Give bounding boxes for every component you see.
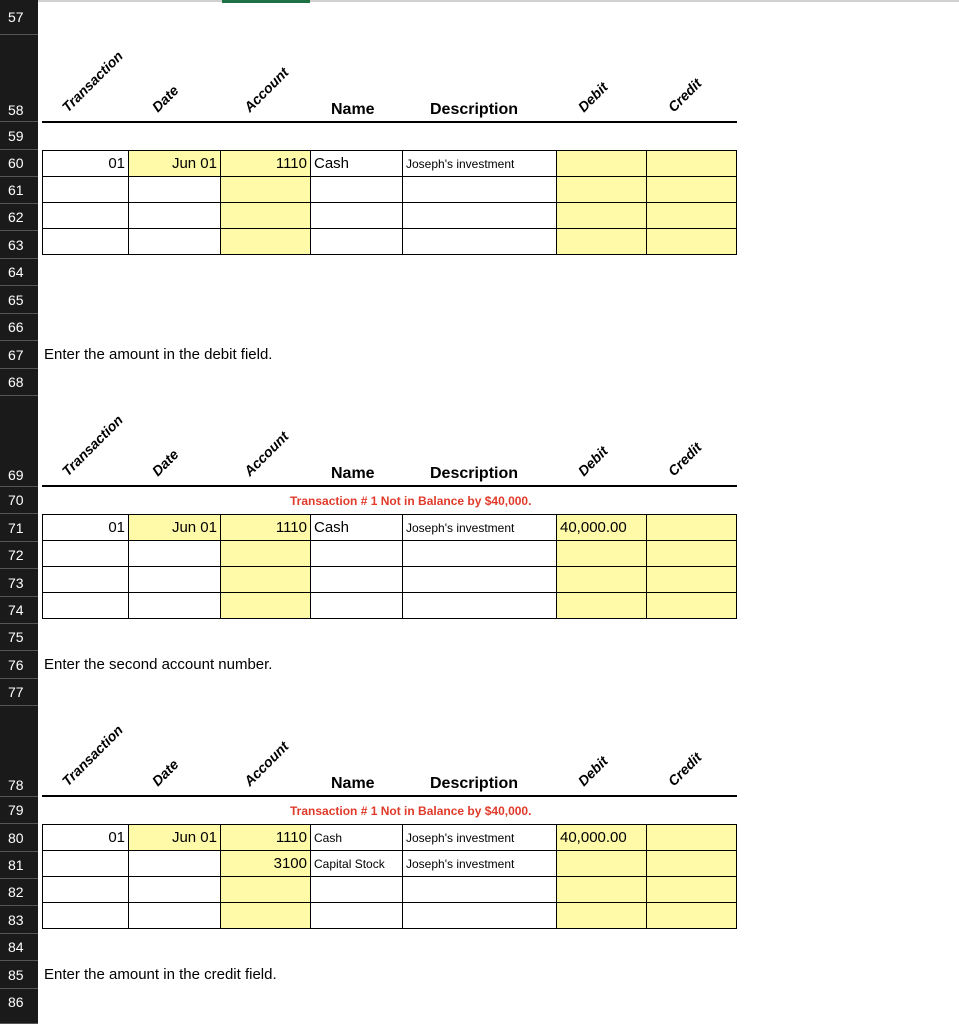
account-cell[interactable] [221, 567, 311, 593]
date-cell[interactable] [129, 851, 221, 877]
transaction-cell[interactable] [43, 177, 129, 203]
credit-cell[interactable] [647, 229, 737, 255]
credit-cell[interactable] [647, 203, 737, 229]
account-cell[interactable]: 1110 [221, 825, 311, 851]
account-cell[interactable] [221, 203, 311, 229]
row-number[interactable]: 65 [0, 286, 38, 314]
table-row [43, 177, 737, 203]
row-number-column [0, 0, 38, 1024]
header-account: Account [240, 428, 292, 479]
header-debit: Debit [574, 442, 611, 479]
date-cell[interactable]: Jun 01 [129, 151, 221, 177]
description-cell[interactable] [403, 203, 557, 229]
transaction-cell[interactable]: 01 [43, 515, 129, 541]
header-underline [42, 485, 737, 487]
row-number[interactable]: 64 [0, 259, 38, 286]
table-row [43, 825, 737, 851]
date-cell[interactable] [129, 903, 221, 929]
header-description: Description [430, 465, 519, 482]
header-debit: Debit [574, 752, 611, 789]
header-underline [42, 121, 737, 123]
table-row [43, 515, 737, 541]
instruction-credit: Enter the amount in the credit field. [44, 966, 277, 983]
header-debit: Debit [574, 78, 611, 115]
name-cell[interactable]: Cash [311, 825, 403, 851]
header-account: Account [240, 738, 292, 789]
transaction-cell[interactable] [43, 229, 129, 255]
row-number[interactable]: 72 [0, 542, 38, 569]
instruction-debit: Enter the amount in the debit field. [44, 346, 273, 363]
header-transaction: Transaction [58, 721, 126, 789]
row-number[interactable]: 66 [0, 314, 38, 341]
row-number[interactable]: 74 [0, 597, 38, 624]
header-date: Date [148, 756, 182, 789]
description-cell[interactable] [403, 229, 557, 255]
account-cell[interactable]: 1110 [221, 515, 311, 541]
header-credit: Credit [664, 75, 705, 115]
date-cell[interactable] [129, 203, 221, 229]
header-account: Account [240, 64, 292, 115]
debit-cell[interactable] [557, 229, 647, 255]
description-cell[interactable]: Joseph's investment [403, 151, 557, 177]
row-number[interactable]: 57 [0, 0, 38, 35]
description-cell[interactable]: Joseph's investment [403, 825, 557, 851]
row-number[interactable]: 70 [0, 487, 38, 514]
name-cell[interactable] [311, 877, 403, 903]
row-number[interactable]: 67 [0, 341, 38, 369]
date-cell[interactable]: Jun 01 [129, 515, 221, 541]
table-row [43, 567, 737, 593]
row-number[interactable]: 86 [0, 989, 38, 1024]
credit-cell[interactable] [647, 567, 737, 593]
table-row [43, 151, 737, 177]
name-cell[interactable] [311, 177, 403, 203]
balance-warning: Transaction # 1 Not in Balance by $40,000. [290, 494, 532, 508]
debit-cell[interactable] [557, 541, 647, 567]
table-row [43, 593, 737, 619]
name-cell[interactable]: Cash [311, 151, 403, 177]
name-cell[interactable]: Capital Stock [311, 851, 403, 877]
row-number[interactable]: 75 [0, 624, 38, 651]
debit-cell[interactable] [557, 903, 647, 929]
row-number[interactable]: 80 [0, 824, 38, 852]
transaction-cell[interactable] [43, 877, 129, 903]
credit-cell[interactable] [647, 593, 737, 619]
credit-cell[interactable] [647, 825, 737, 851]
description-cell[interactable]: Joseph's investment [403, 515, 557, 541]
row-number[interactable]: 79 [0, 797, 38, 824]
name-cell[interactable] [311, 593, 403, 619]
row-number[interactable]: 82 [0, 879, 38, 906]
debit-cell[interactable]: 40,000.00 [557, 825, 647, 851]
transaction-cell[interactable] [43, 593, 129, 619]
date-cell[interactable] [129, 877, 221, 903]
account-cell[interactable] [221, 903, 311, 929]
transaction-cell[interactable]: 01 [43, 151, 129, 177]
header-description: Description [430, 101, 519, 118]
row-number[interactable]: 68 [0, 369, 38, 396]
debit-cell[interactable] [557, 593, 647, 619]
balance-warning: Transaction # 1 Not in Balance by $40,000. [290, 804, 532, 818]
transaction-cell[interactable] [43, 851, 129, 877]
credit-cell[interactable] [647, 877, 737, 903]
transaction-cell[interactable] [43, 541, 129, 567]
debit-cell[interactable] [557, 203, 647, 229]
description-cell[interactable]: Joseph's investment [403, 851, 557, 877]
table-row [43, 229, 737, 255]
row-number[interactable]: 59 [0, 122, 38, 150]
credit-cell[interactable] [647, 903, 737, 929]
description-cell[interactable] [403, 877, 557, 903]
selected-column-indicator [222, 0, 310, 3]
date-cell[interactable] [129, 177, 221, 203]
row-number[interactable]: 83 [0, 906, 38, 934]
debit-cell[interactable] [557, 851, 647, 877]
account-cell[interactable] [221, 541, 311, 567]
account-cell[interactable] [221, 229, 311, 255]
name-cell[interactable] [311, 541, 403, 567]
row-number[interactable]: 84 [0, 934, 38, 961]
transaction-cell[interactable] [43, 567, 129, 593]
table-row [43, 877, 737, 903]
debit-cell[interactable] [557, 151, 647, 177]
journal-table-3 [42, 824, 737, 929]
date-cell[interactable] [129, 541, 221, 567]
credit-cell[interactable] [647, 151, 737, 177]
transaction-cell[interactable] [43, 203, 129, 229]
table-row [43, 851, 737, 877]
description-cell[interactable] [403, 567, 557, 593]
credit-cell[interactable] [647, 851, 737, 877]
row-number[interactable]: 62 [0, 204, 38, 231]
date-cell[interactable] [129, 567, 221, 593]
debit-cell[interactable] [557, 567, 647, 593]
table-row [43, 903, 737, 929]
debit-cell[interactable]: 40,000.00 [557, 515, 647, 541]
name-cell[interactable] [311, 229, 403, 255]
row-number[interactable]: 71 [0, 514, 38, 542]
header-description: Description [430, 775, 519, 792]
header-date: Date [148, 446, 182, 479]
row-number[interactable]: 77 [0, 679, 38, 706]
date-cell[interactable]: Jun 01 [129, 825, 221, 851]
account-cell[interactable] [221, 593, 311, 619]
header-name: Name [331, 775, 375, 792]
debit-cell[interactable] [557, 877, 647, 903]
debit-cell[interactable] [557, 177, 647, 203]
table-row [43, 203, 737, 229]
table-row [43, 541, 737, 567]
description-cell[interactable] [403, 177, 557, 203]
credit-cell[interactable] [647, 541, 737, 567]
row-number[interactable]: 81 [0, 852, 38, 879]
date-cell[interactable] [129, 229, 221, 255]
row-number[interactable]: 69 [0, 396, 38, 487]
journal-table-1 [42, 150, 737, 255]
account-cell[interactable]: 1110 [221, 151, 311, 177]
header-transaction: Transaction [58, 47, 126, 116]
row-number[interactable]: 78 [0, 706, 38, 797]
credit-cell[interactable] [647, 177, 737, 203]
account-cell[interactable] [221, 177, 311, 203]
description-cell[interactable] [403, 903, 557, 929]
header-transaction: Transaction [58, 411, 126, 479]
description-cell[interactable] [403, 593, 557, 619]
row-number[interactable]: 63 [0, 231, 38, 259]
credit-cell[interactable] [647, 515, 737, 541]
transaction-cell[interactable] [43, 903, 129, 929]
name-cell[interactable] [311, 567, 403, 593]
row-number[interactable]: 58 [0, 35, 38, 122]
header-credit: Credit [664, 439, 705, 479]
journal-table-2 [42, 514, 737, 619]
account-cell[interactable]: 3100 [221, 851, 311, 877]
row-number[interactable]: 76 [0, 651, 38, 679]
description-cell[interactable] [403, 541, 557, 567]
header-date: Date [148, 82, 182, 115]
instruction-second-account: Enter the second account number. [44, 656, 273, 673]
row-number[interactable]: 61 [0, 177, 38, 204]
header-name: Name [331, 465, 375, 482]
row-number[interactable]: 60 [0, 150, 38, 177]
header-underline [42, 795, 737, 797]
name-cell[interactable] [311, 903, 403, 929]
name-cell[interactable] [311, 203, 403, 229]
date-cell[interactable] [129, 593, 221, 619]
row-number[interactable]: 85 [0, 961, 38, 989]
transaction-cell[interactable]: 01 [43, 825, 129, 851]
account-cell[interactable] [221, 877, 311, 903]
header-credit: Credit [664, 749, 705, 789]
row-number[interactable]: 73 [0, 569, 38, 597]
name-cell[interactable]: Cash [311, 515, 403, 541]
header-name: Name [331, 101, 375, 118]
top-border [38, 0, 959, 2]
